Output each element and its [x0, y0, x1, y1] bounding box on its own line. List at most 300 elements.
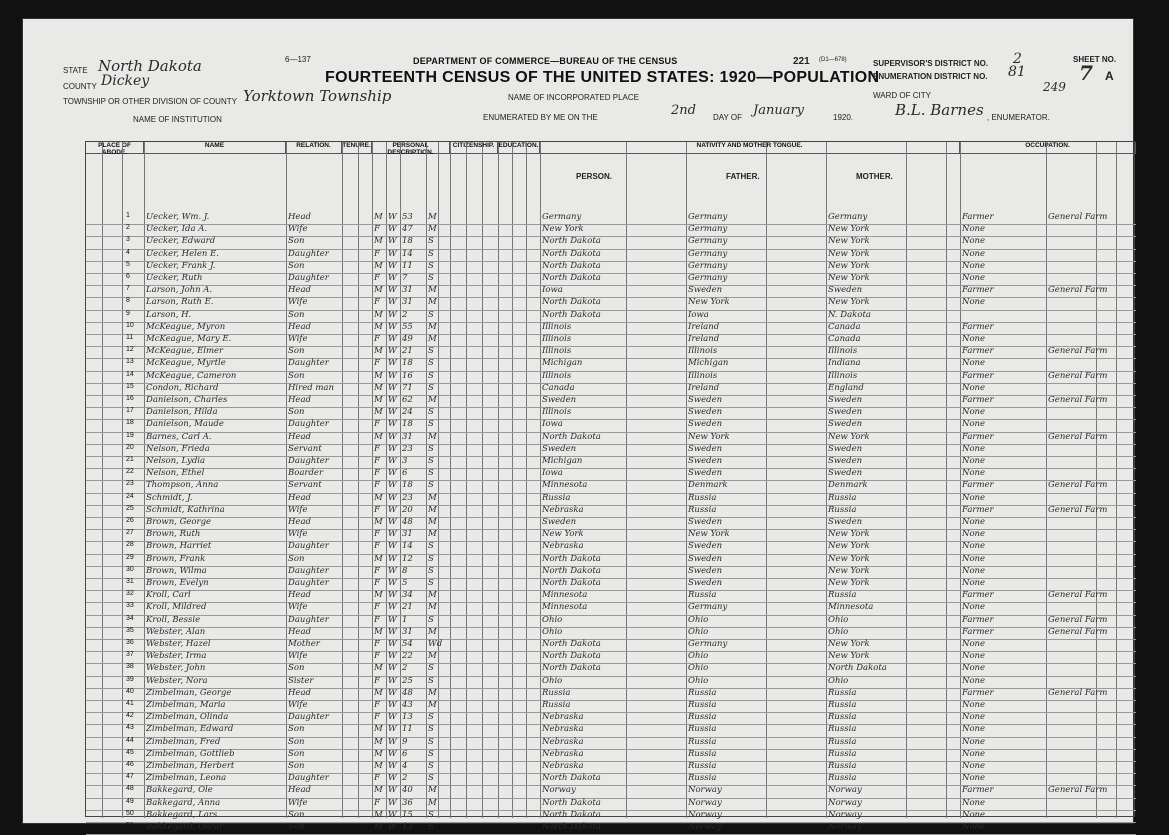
cell-occ: Farmer	[962, 785, 994, 796]
cell-race: W	[388, 395, 397, 405]
line-number: 41	[126, 700, 134, 707]
cell-mbp: New York	[828, 248, 870, 259]
cell-sex: F	[374, 639, 380, 649]
cell-occ: None	[962, 492, 986, 503]
cell-name: Condon, Richard	[146, 382, 219, 393]
cell-ms: S	[428, 675, 434, 686]
group-education: EDUCATION.	[498, 142, 540, 154]
cell-name: Zimbelman, Herbert	[146, 761, 235, 771]
cell-mbp: Russia	[828, 687, 857, 698]
table-row	[86, 749, 1136, 762]
cell-ms: M	[428, 797, 437, 808]
cell-race: W	[388, 285, 397, 296]
cell-rel: Daughter	[288, 712, 329, 723]
table-row	[86, 358, 1136, 371]
cell-occ: None	[962, 736, 986, 747]
cell-mbp: New York	[828, 578, 870, 588]
sheet-suffix: A	[1105, 69, 1114, 83]
supervisor-value: 2	[1013, 51, 1022, 67]
cell-bp: North Dakota	[542, 822, 601, 832]
cell-fbp: Germany	[688, 639, 728, 649]
cell-sex: M	[374, 321, 383, 332]
cell-fbp: Sweden	[688, 565, 723, 576]
cell-occ: None	[962, 663, 986, 674]
cell-mbp: Ohio	[828, 626, 849, 637]
cell-name: Uecker, Edward	[146, 236, 216, 247]
cell-age: 20	[402, 504, 413, 515]
cell-race: W	[388, 529, 397, 540]
cell-occ: None	[962, 822, 986, 832]
cell-occ: None	[962, 578, 986, 588]
cell-mbp: New York	[828, 553, 870, 564]
cell-mbp: Russia	[828, 492, 857, 503]
cell-mbp: New York	[828, 236, 870, 247]
month-value: January	[753, 103, 805, 118]
cell-sex: F	[374, 443, 380, 454]
table-row	[86, 785, 1136, 798]
line-number: 40	[126, 687, 134, 695]
cell-mbp: New York	[828, 297, 870, 308]
cell-race: W	[388, 236, 397, 247]
cell-sex: M	[374, 822, 383, 832]
cell-name: Larson, H.	[146, 309, 192, 320]
cell-mbp: Norway	[828, 797, 862, 808]
cell-bp: Russia	[542, 492, 571, 503]
cell-bp: North Dakota	[542, 236, 601, 247]
cell-ind: General Farm	[1048, 370, 1108, 381]
cell-race: W	[388, 590, 397, 601]
cell-fbp: Russia	[688, 504, 717, 515]
cell-occ: Farmer	[962, 395, 994, 405]
line-number: 34	[126, 614, 134, 622]
cell-race: W	[388, 541, 397, 552]
cell-age: 3	[402, 456, 408, 466]
cell-rel: Son	[288, 748, 305, 759]
cell-age: 8	[402, 565, 408, 576]
cell-rel: Boarder	[288, 468, 324, 479]
cell-age: 2	[402, 663, 408, 674]
cell-mbp: New York	[828, 565, 870, 576]
cell-ms: S	[428, 358, 434, 369]
cell-ms: M	[428, 785, 437, 796]
cell-mbp: Denmark	[828, 480, 868, 491]
cell-occ: Farmer	[962, 590, 994, 601]
group-nativity: NATIVITY AND MOTHER TONGUE.	[540, 142, 960, 154]
cell-fbp: Ohio	[688, 614, 709, 625]
cell-mbp: Illinois	[828, 370, 858, 381]
cell-race: W	[388, 553, 397, 564]
group-tenure: TENURE.	[342, 142, 372, 154]
line-number: 5	[126, 260, 130, 268]
cell-mbp: Russia	[828, 761, 857, 771]
cell-bp: North Dakota	[542, 431, 601, 442]
line-number: 46	[126, 761, 134, 768]
group-place-of-abode: PLACE OF ABODE.	[86, 142, 144, 154]
cell-occ: None	[962, 273, 986, 283]
table-row	[86, 688, 1136, 701]
cell-fbp: Norway	[688, 822, 722, 832]
cell-ms: M	[428, 334, 437, 344]
cell-name: McKeague, Elmer	[146, 346, 224, 357]
cell-ind: General Farm	[1048, 687, 1108, 698]
cell-race: W	[388, 700, 397, 710]
group-name: NAME	[144, 142, 286, 154]
cell-bp: North Dakota	[542, 273, 601, 283]
state-label: STATE	[63, 66, 88, 75]
table-row	[86, 627, 1136, 640]
cell-rel: Head	[288, 321, 311, 332]
cell-ms: S	[428, 407, 434, 418]
cell-sex: F	[374, 468, 380, 479]
line-number: 31	[126, 578, 134, 585]
table-row	[86, 773, 1136, 786]
cell-ms: S	[428, 468, 434, 479]
county-label: COUNTY	[63, 82, 97, 91]
cell-mbp: Russia	[828, 736, 857, 747]
cell-mbp: New York	[828, 651, 870, 662]
cell-sex: F	[374, 565, 380, 576]
line-number: 2	[126, 224, 130, 232]
cell-name: Brown, Wilma	[146, 565, 207, 576]
line-number: 50	[126, 809, 134, 817]
cell-bp: New York	[542, 224, 584, 235]
cell-name: Webster, Irma	[146, 651, 207, 662]
cell-bp: Ohio	[542, 626, 563, 637]
line-number: 13	[126, 358, 134, 366]
cell-bp: North Dakota	[542, 663, 601, 674]
line-number: 36	[126, 639, 134, 646]
cell-sex: M	[374, 553, 383, 564]
cell-bp: Ohio	[542, 614, 563, 625]
table-row	[86, 798, 1136, 811]
cell-ms: M	[428, 626, 437, 637]
line-number: 37	[126, 651, 134, 659]
cell-race: W	[388, 809, 397, 820]
line-number: 11	[126, 334, 134, 341]
cell-race: W	[388, 212, 397, 222]
cell-bp: Minnesota	[542, 480, 588, 491]
cell-bp: Canada	[542, 382, 575, 393]
cell-fbp: Norway	[688, 809, 722, 820]
table-row	[86, 493, 1136, 506]
cell-fbp: Ohio	[688, 675, 709, 686]
cell-fbp: Germany	[688, 602, 728, 613]
cell-race: W	[388, 492, 397, 503]
cell-bp: Illinois	[542, 346, 572, 357]
cell-ind: General Farm	[1048, 626, 1108, 637]
line-number: 28	[126, 541, 134, 549]
cell-sex: F	[374, 456, 380, 466]
table-row	[86, 407, 1136, 420]
cell-sex: F	[374, 712, 380, 723]
line-number: 6	[126, 273, 130, 280]
cell-ms: S	[428, 541, 434, 552]
cell-occ: None	[962, 248, 986, 259]
cell-rel: Son	[288, 809, 305, 820]
cell-fbp: Sweden	[688, 407, 723, 418]
cell-race: W	[388, 773, 397, 784]
cell-age: 11	[402, 724, 413, 735]
cell-rel: Wife	[288, 334, 308, 344]
cell-ms: M	[428, 212, 437, 222]
cell-rel: Head	[288, 395, 311, 405]
cell-mbp: Ohio	[828, 675, 849, 686]
cell-race: W	[388, 468, 397, 479]
cell-mbp: Norway	[828, 809, 862, 820]
cell-mbp: New York	[828, 431, 870, 442]
cell-mbp: Sweden	[828, 407, 863, 418]
cell-ms: S	[428, 248, 434, 259]
day-of-label: DAY OF	[713, 113, 743, 122]
cell-name: Zimbelman, Gottlieb	[146, 748, 235, 759]
cell-age: 48	[402, 517, 413, 527]
cell-mbp: Russia	[828, 590, 857, 601]
cell-name: Nelson, Lydia	[146, 456, 206, 466]
table-row	[86, 297, 1136, 310]
cell-sex: M	[374, 663, 383, 674]
subgroup-mother: MOTHER.	[856, 172, 893, 181]
cell-ms: M	[428, 321, 437, 332]
cell-name: Larson, John A.	[146, 285, 213, 296]
census-sheet	[22, 18, 1134, 832]
cell-mbp: New York	[828, 529, 870, 540]
table-row	[86, 810, 1136, 823]
cell-race: W	[388, 224, 397, 235]
cell-mbp: Sweden	[828, 517, 863, 527]
cell-ind: General Farm	[1048, 785, 1108, 796]
line-number: 25	[126, 504, 134, 512]
cell-age: 9	[402, 736, 408, 747]
cell-rel: Hired man	[288, 382, 334, 393]
cell-rel: Son	[288, 724, 305, 735]
cell-ms: S	[428, 822, 434, 832]
cell-occ: None	[962, 773, 986, 784]
line-number: 16	[126, 395, 134, 402]
cell-occ: None	[962, 553, 986, 564]
cell-age: 15	[402, 809, 413, 820]
township-value: Yorktown Township	[243, 87, 392, 105]
cell-name: Danielson, Hilda	[146, 407, 218, 418]
line-number: 10	[126, 321, 134, 329]
cell-rel: Daughter	[288, 578, 329, 588]
cell-fbp: Sweden	[688, 553, 723, 564]
table-row	[86, 590, 1136, 603]
cell-name: Zimbelman, Edward	[146, 724, 234, 735]
cell-age: 18	[402, 419, 413, 430]
subgroup-father: FATHER.	[726, 172, 760, 181]
cell-fbp: Sweden	[688, 443, 723, 454]
cell-occ: None	[962, 382, 986, 393]
cell-bp: Minnesota	[542, 602, 588, 613]
cell-mbp: Russia	[828, 773, 857, 784]
cell-bp: North Dakota	[542, 773, 601, 784]
table-row	[86, 322, 1136, 335]
cell-bp: North Dakota	[542, 809, 601, 820]
table-row	[86, 310, 1136, 323]
cell-bp: Illinois	[542, 321, 572, 332]
cell-race: W	[388, 370, 397, 381]
cell-race: W	[388, 651, 397, 662]
cell-bp: Nebraska	[542, 724, 584, 735]
cell-bp: Illinois	[542, 334, 572, 344]
cell-mbp: England	[828, 382, 864, 393]
cell-race: W	[388, 712, 397, 723]
cell-rel: Head	[288, 431, 311, 442]
cell-name: Webster, Hazel	[146, 639, 211, 649]
cell-fbp: Germany	[688, 273, 728, 283]
cell-occ: None	[962, 224, 986, 235]
table-row	[86, 554, 1136, 567]
cell-mbp: Norway	[828, 785, 862, 796]
year-value: 1920.	[833, 113, 854, 122]
cell-fbp: New York	[688, 297, 730, 308]
cell-fbp: Russia	[688, 590, 717, 601]
sheet-value: 7	[1079, 61, 1093, 85]
cell-age: 23	[402, 492, 413, 503]
line-number: 1	[126, 212, 130, 219]
line-number: 24	[126, 492, 134, 500]
cell-race: W	[388, 346, 397, 357]
cell-bp: Russia	[542, 687, 571, 698]
cell-sex: F	[374, 224, 380, 235]
cell-ms: S	[428, 480, 434, 491]
census-table	[85, 141, 1135, 832]
cell-bp: Minnesota	[542, 590, 588, 601]
cell-race: W	[388, 517, 397, 527]
cell-sex: F	[374, 273, 380, 283]
cell-race: W	[388, 321, 397, 332]
table-row	[86, 236, 1136, 249]
cell-mbp: Sweden	[828, 468, 863, 479]
cell-fbp: Russia	[688, 724, 717, 735]
cell-rel: Head	[288, 285, 311, 296]
cell-occ: Farmer	[962, 212, 994, 222]
cell-ind: General Farm	[1048, 285, 1108, 296]
cell-occ: None	[962, 797, 986, 808]
cell-occ: None	[962, 358, 986, 369]
line-number: 48	[126, 785, 134, 793]
cell-ind: General Farm	[1048, 480, 1108, 491]
cell-rel: Daughter	[288, 419, 329, 430]
cell-ms: S	[428, 260, 434, 271]
cell-occ: Farmer	[962, 626, 994, 637]
cell-ms: M	[428, 687, 437, 698]
cell-sex: M	[374, 236, 383, 247]
table-row	[86, 602, 1136, 615]
cell-race: W	[388, 382, 397, 393]
cell-age: 11	[402, 260, 413, 271]
cell-ms: S	[428, 724, 434, 735]
cell-race: W	[388, 334, 397, 344]
cell-sex: F	[374, 773, 380, 784]
cell-occ: None	[962, 651, 986, 662]
cell-name: Brown, Ruth	[146, 529, 201, 540]
cell-rel: Son	[288, 822, 305, 832]
cell-bp: North Dakota	[542, 297, 601, 308]
cell-bp: Iowa	[542, 285, 563, 296]
cell-rel: Head	[288, 517, 311, 527]
cell-ms: S	[428, 663, 434, 674]
cell-bp: North Dakota	[542, 248, 601, 259]
cell-age: 4	[402, 761, 408, 771]
cell-mbp: Russia	[828, 712, 857, 723]
cell-fbp: Michigan	[688, 358, 729, 369]
cell-sex: M	[374, 590, 383, 601]
cell-rel: Son	[288, 736, 305, 747]
line-number: 49	[126, 797, 134, 805]
line-number: 17	[126, 407, 134, 415]
subgroup-person: PERSON.	[576, 172, 613, 181]
cell-sex: M	[374, 346, 383, 357]
cell-occ: Farmer	[962, 321, 994, 332]
table-row	[86, 346, 1136, 359]
cell-ms: S	[428, 419, 434, 430]
cell-rel: Servant	[288, 443, 322, 454]
state-value: North Dakota	[98, 57, 202, 75]
cell-fbp: Sweden	[688, 578, 723, 588]
cell-sex: M	[374, 492, 383, 503]
cell-rel: Son	[288, 260, 305, 271]
table-row	[86, 480, 1136, 493]
cell-sex: F	[374, 297, 380, 308]
cell-mbp: Sweden	[828, 395, 863, 405]
cell-race: W	[388, 687, 397, 698]
cell-ms: M	[428, 492, 437, 503]
table-row	[86, 566, 1136, 579]
cell-race: W	[388, 602, 397, 613]
cell-name: Larson, Ruth E.	[146, 297, 214, 308]
cell-ms: M	[428, 504, 437, 515]
cell-race: W	[388, 273, 397, 283]
cell-occ: None	[962, 456, 986, 466]
enumerated-label: ENUMERATED BY ME ON THE	[483, 113, 598, 122]
cell-sex: F	[374, 651, 380, 662]
incorporated-label: NAME OF INCORPORATED PLACE	[508, 93, 639, 102]
cell-ind: General Farm	[1048, 212, 1108, 222]
line-number: 30	[126, 565, 134, 573]
cell-mbp: Sweden	[828, 419, 863, 430]
cell-age: 21	[402, 602, 413, 613]
cell-name: Uecker, Frank J.	[146, 260, 216, 271]
line-number: 20	[126, 443, 134, 451]
cell-ms: S	[428, 443, 434, 454]
cell-name: Brown, George	[146, 517, 212, 527]
cell-bp: Iowa	[542, 468, 563, 479]
cell-rel: Son	[288, 761, 305, 771]
cell-mbp: Germany	[828, 212, 868, 222]
cell-rel: Wife	[288, 797, 308, 808]
cell-ms: S	[428, 346, 434, 357]
cell-name: Zimbelman, Leona	[146, 773, 227, 784]
cell-age: 13	[402, 712, 413, 723]
cell-race: W	[388, 297, 397, 308]
cell-sex: M	[374, 285, 383, 296]
cell-age: 22	[402, 651, 413, 662]
cell-occ: None	[962, 748, 986, 759]
line-number: 47	[126, 773, 134, 781]
cell-rel: Head	[288, 590, 311, 601]
line-number: 18	[126, 419, 134, 427]
cell-occ: None	[962, 517, 986, 527]
cell-name: Zimbelman, Maria	[146, 700, 226, 710]
cell-occ: Farmer	[962, 504, 994, 515]
cell-race: W	[388, 663, 397, 674]
cell-name: Bakkegard, Ole	[146, 785, 213, 796]
cell-ms: M	[428, 285, 437, 296]
cell-fbp: Sweden	[688, 468, 723, 479]
census-title: FOURTEENTH CENSUS OF THE UNITED STATES: 1920—POPULATION	[325, 69, 880, 86]
cell-age: 2	[402, 309, 408, 320]
